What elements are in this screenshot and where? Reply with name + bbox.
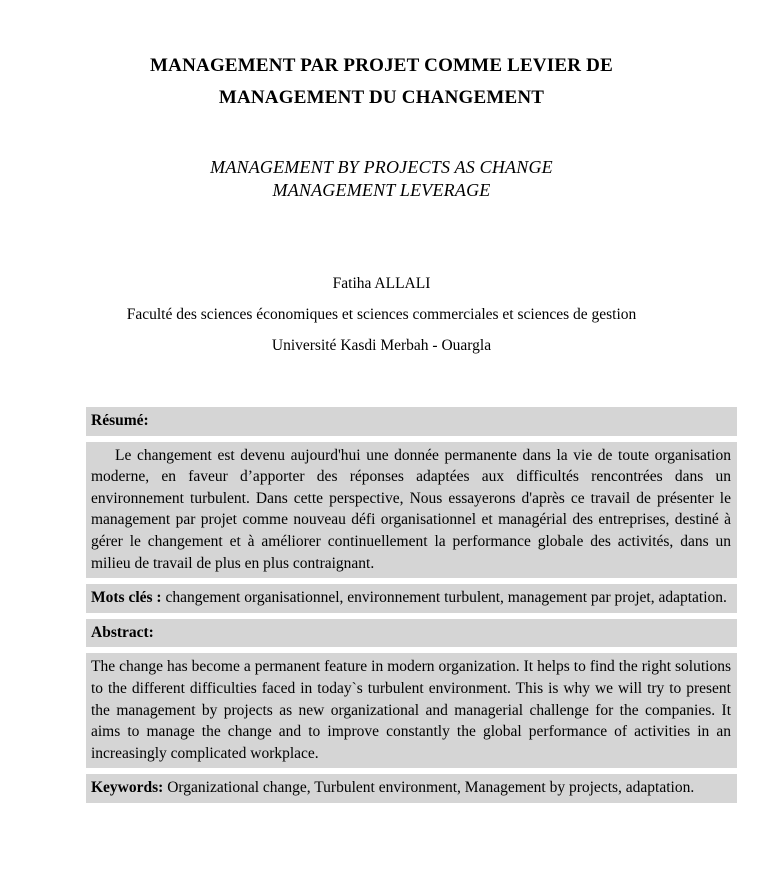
author-faculty: Faculté des sciences économiques et sciences commerciales et sciences de gestion <box>126 306 637 323</box>
resume-heading: Résumé: <box>86 407 737 436</box>
paper-title-french-line2: MANAGEMENT DU CHANGEMENT <box>218 87 545 108</box>
abstract-paragraph: The change has become a permanent feature in modern organization. It helps to find the right solutions to the different difficulties faced in today`s turbulent environment. This is why we will try to present the management by projects as new organizational and managerial challenge for the companies. It aims to manage the change and to improve constantly the global performance of activities in an increasingly complicated workplace. <box>86 653 737 768</box>
mots-cles-paragraph <box>86 584 737 613</box>
resume-paragraph: Le changement est devenu aujourd'hui une donnée permanente dans la vie de toute organisation moderne, en faveur d’apporter des réponses adaptées aux difficultés rencontrées dans un environnement turbulent. Dans cette perspective, Nous essayerons d'après ce travail de présenter le management par projet comme nouveau défi organisationnel et managérial des entreprises, destiné à gérer le changement et à améliorer continuellement la performance globale des activités, dans un milieu de travail de plus en plus contraignant. <box>86 442 737 579</box>
abstract-section <box>86 407 737 803</box>
keywords-paragraph <box>86 774 737 803</box>
paper-title-french <box>0 0 763 114</box>
mots-cles-text: changement organisationnel, environnement turbulent, management par projet, adaptation. <box>165 589 727 607</box>
paper-title-english-line1: MANAGEMENT BY PROJECTS AS CHANGE <box>210 157 553 177</box>
author-block <box>0 274 763 356</box>
author-university: Université Kasdi Merbah - Ouargla <box>271 337 492 354</box>
author-name: Fatiha ALLALI <box>332 275 431 292</box>
paper-title-english <box>60 156 703 202</box>
mots-cles-label: Mots clés : <box>91 589 162 607</box>
keywords-label: Keywords: <box>91 779 164 797</box>
paper-title-french-line1: MANAGEMENT PAR PROJET COMME LEVIER DE <box>150 55 613 76</box>
paper-title-english-line2: MANAGEMENT LEVERAGE <box>272 180 491 200</box>
keywords-text: Organizational change, Turbulent environment, Management by projects, adaptation. <box>167 779 695 797</box>
abstract-heading: Abstract: <box>86 619 737 648</box>
